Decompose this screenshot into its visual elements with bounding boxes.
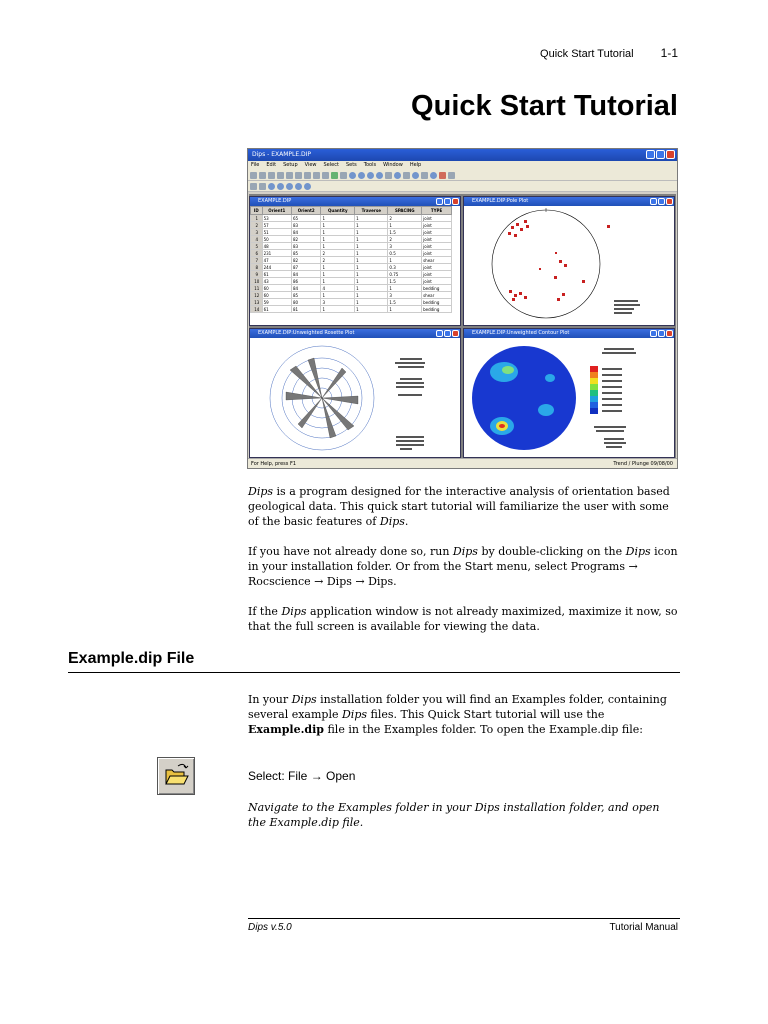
table-cell: 2	[251, 222, 263, 229]
table-cell: 1	[321, 236, 355, 243]
close-icon	[452, 330, 459, 337]
table-cell: 5	[251, 243, 263, 250]
text-run: In your	[248, 693, 292, 706]
minimize-icon	[650, 198, 657, 205]
app-status-bar	[248, 458, 677, 468]
minimize-icon	[650, 330, 657, 337]
table-row	[251, 292, 452, 299]
menu-file: File	[251, 162, 260, 168]
text-run: .	[404, 515, 409, 529]
table-cell: joint	[422, 222, 452, 229]
table-cell: 85	[292, 292, 321, 299]
running-header	[540, 46, 678, 60]
table-cell: 1	[251, 215, 263, 222]
mdi-area	[249, 194, 676, 460]
table-cell: bedding	[422, 306, 452, 313]
table-cell: 84	[292, 229, 321, 236]
table-cell: 244	[262, 264, 291, 271]
table-header-cell: Orient2	[292, 207, 321, 215]
table-row	[251, 236, 452, 243]
table-header-cell: TYPE	[422, 207, 452, 215]
text-run: If you have not already done so, run	[248, 545, 453, 558]
dips-name: Dips	[248, 485, 274, 498]
table-cell: 1	[355, 306, 388, 313]
running-header-title: Quick Start Tutorial	[540, 48, 634, 60]
table-cell: 82	[292, 257, 321, 264]
print-icon	[286, 172, 293, 179]
table-cell: 14	[251, 306, 263, 313]
filename-bold: Example.dip	[248, 723, 324, 737]
legend-icon	[259, 183, 266, 190]
table-cell: 1	[355, 257, 388, 264]
table-row	[251, 278, 452, 285]
table-cell: 1	[355, 222, 388, 229]
table-row	[251, 299, 452, 306]
dips-name: Dips	[291, 693, 317, 706]
table-row	[251, 285, 452, 292]
text-run: files. This Quick Start tutorial will use the	[367, 708, 605, 722]
data-table	[250, 206, 452, 313]
table-cell: 1	[388, 306, 422, 313]
table-cell: 12	[251, 292, 263, 299]
footer-right: Tutorial Manual	[609, 922, 678, 933]
print-preview-icon	[277, 172, 284, 179]
table-cell: 1	[321, 264, 355, 271]
set-window-icon	[394, 172, 401, 179]
table-cell: 1	[355, 236, 388, 243]
minimize-icon	[646, 150, 655, 159]
table-cell: shear	[422, 257, 452, 264]
table-cell: 3	[388, 292, 422, 299]
save-icon	[268, 172, 275, 179]
table-cell: 60	[262, 285, 291, 292]
table-cell: 1	[321, 292, 355, 299]
app-title-bar	[248, 149, 677, 161]
table-cell: 1	[321, 229, 355, 236]
table-cell: 3	[321, 299, 355, 306]
app-window-title: Dips - EXAMPLE.DIP	[252, 151, 312, 158]
table-cell: 1.5	[388, 229, 422, 236]
table-cell: 0.75	[388, 271, 422, 278]
undo-icon	[295, 172, 302, 179]
examples-paragraph	[248, 692, 680, 738]
table-cell: bedding	[422, 299, 452, 306]
table-cell: 51	[262, 229, 291, 236]
section-heading: Example.dip File	[68, 650, 195, 667]
text-run: is a program designed for the interactive analysis of orientation based geological data. This quick start tutorial will familiarize the user with some of the basic features of	[248, 485, 670, 529]
table-row	[251, 250, 452, 257]
menu-tools: Tools	[363, 162, 377, 168]
maximize-icon	[444, 330, 451, 337]
ring-icon	[304, 183, 311, 190]
table-cell: 1	[355, 299, 388, 306]
close-icon	[666, 150, 675, 159]
footer-rule	[248, 918, 680, 919]
menu-sets: Sets	[345, 162, 357, 168]
close-icon	[666, 198, 673, 205]
text-run: icon in your installation folder. Or from the Start menu, select Programs → Rocscience → Dips → Dips.	[248, 545, 678, 589]
pole-plot-window	[463, 196, 675, 326]
table-cell: 59	[262, 299, 291, 306]
table-cell: 47	[262, 257, 291, 264]
table-cell: 50	[262, 236, 291, 243]
section-rule	[68, 672, 680, 673]
table-cell: 2	[388, 236, 422, 243]
cone-icon	[412, 172, 419, 179]
table-cell: 10	[251, 278, 263, 285]
table-row	[251, 229, 452, 236]
table-cell: 231	[262, 250, 291, 257]
table-cell: 86	[292, 278, 321, 285]
table-cell: 6	[251, 250, 263, 257]
open-file-icon	[259, 172, 266, 179]
dips-name: Dips	[379, 515, 405, 529]
open-folder-icon	[157, 757, 195, 795]
table-cell: 1.5	[388, 278, 422, 285]
select-instruction: Select: File → Open	[248, 769, 356, 783]
table-cell: 3	[388, 243, 422, 250]
table-cell: joint	[422, 215, 452, 222]
table-cell: 9	[251, 271, 263, 278]
table-cell: 2	[321, 257, 355, 264]
table-cell: 85	[292, 250, 321, 257]
menu-select: Select	[323, 162, 339, 168]
zoom-icon	[385, 172, 392, 179]
table-cell: joint	[422, 250, 452, 257]
table-cell: joint	[422, 264, 452, 271]
scatter-plot-icon	[358, 172, 365, 179]
maximize-paragraph	[248, 604, 680, 634]
dips-name: Dips	[341, 708, 368, 722]
close-icon	[666, 330, 673, 337]
text-run: by double-clicking on the	[477, 545, 626, 558]
table-cell: 11	[251, 285, 263, 292]
circle-icon	[277, 183, 284, 190]
info-icon	[250, 183, 257, 190]
table-cell: 61	[262, 271, 291, 278]
target-icon	[286, 183, 293, 190]
table-cell: 87	[292, 264, 321, 271]
table-cell: 1	[355, 243, 388, 250]
table-cell: 3	[251, 229, 263, 236]
table-cell: 53	[262, 215, 291, 222]
table-cell: 1	[321, 271, 355, 278]
table-cell: 48	[262, 243, 291, 250]
table-row	[251, 243, 452, 250]
rosette-plot-title: EXAMPLE.DIP:Unweighted Rosette Plot	[258, 330, 355, 336]
sphere-icon	[430, 172, 437, 179]
table-cell: 1	[355, 278, 388, 285]
table-cell: 1	[355, 285, 388, 292]
maximize-icon	[658, 198, 665, 205]
table-cell: 1.5	[388, 299, 422, 306]
table-cell: 8	[251, 264, 263, 271]
table-cell: 1	[388, 285, 422, 292]
table-cell: 43	[262, 278, 291, 285]
new-file-icon	[250, 172, 257, 179]
table-row	[251, 264, 452, 271]
table-icon	[340, 172, 347, 179]
table-cell: 65	[292, 215, 321, 222]
table-cell: 81	[292, 306, 321, 313]
table-row	[251, 222, 452, 229]
table-cell: 1	[321, 215, 355, 222]
rosette-plot-icon	[376, 172, 383, 179]
table-row	[251, 306, 452, 313]
table-header-cell: Orient1	[262, 207, 291, 215]
cut-icon	[304, 172, 311, 179]
menu-view: View	[304, 162, 317, 168]
table-cell: 1	[321, 243, 355, 250]
maximize-icon	[658, 330, 665, 337]
table-cell: 1	[355, 215, 388, 222]
copy-icon	[313, 172, 320, 179]
table-cell: 4	[321, 285, 355, 292]
menu-window: Window	[383, 162, 403, 168]
select-icon	[448, 172, 455, 179]
text-run: If the	[248, 605, 282, 618]
table-cell: joint	[422, 271, 452, 278]
stereonet-icon	[268, 183, 275, 190]
table-row	[251, 257, 452, 264]
contour-plot-icon	[367, 172, 374, 179]
table-cell: 1	[355, 264, 388, 271]
toolbar-1	[248, 170, 677, 181]
close-icon	[452, 198, 459, 205]
dips-name: Dips	[452, 545, 478, 558]
table-cell: joint	[422, 278, 452, 285]
table-cell: 84	[292, 285, 321, 292]
table-cell: 2	[388, 215, 422, 222]
menu-setup: Setup	[283, 162, 298, 168]
table-cell: joint	[422, 229, 452, 236]
table-cell: 1	[321, 278, 355, 285]
data-window	[249, 196, 461, 326]
text-run: application window is not already maximized, maximize it now, so that the full screen is available for viewing the data.	[248, 605, 678, 634]
table-cell: 80	[292, 299, 321, 306]
table-cell: 82	[292, 236, 321, 243]
footer-left: Dips v.5.0	[248, 922, 292, 933]
table-header-cell: Quantity	[321, 207, 355, 215]
table-cell: 1	[321, 222, 355, 229]
table-cell: shear	[422, 292, 452, 299]
table-cell: 84	[292, 271, 321, 278]
add-plane-icon	[403, 172, 410, 179]
filter-icon	[331, 172, 338, 179]
table-cell: 1	[388, 222, 422, 229]
data-window-title: EXAMPLE.DIP	[258, 198, 292, 204]
table-cell: 0.5	[388, 250, 422, 257]
table-cell: 1	[355, 229, 388, 236]
text-run: installation folder you will find an Examples folder, containing several example	[248, 693, 667, 722]
dips-name: Dips	[281, 605, 307, 618]
page-number: 1-1	[660, 46, 678, 60]
menu-help: Help	[409, 162, 422, 168]
maximize-icon	[444, 198, 451, 205]
pole-plot-title: EXAMPLE.DIP:Pole Plot	[472, 198, 529, 204]
menu-edit: Edit	[266, 162, 277, 168]
table-cell: 60	[262, 292, 291, 299]
table-cell: 1	[355, 271, 388, 278]
pole-plot-icon	[349, 172, 356, 179]
dips-name: Dips	[625, 545, 651, 558]
table-row	[251, 271, 452, 278]
text-run: file in the Examples folder. To open the Example.dip file:	[323, 723, 644, 737]
rosette-plot-window	[249, 328, 461, 458]
page-title: Quick Start Tutorial	[411, 90, 678, 122]
table-cell: 57	[262, 222, 291, 229]
table-cell: 7	[251, 257, 263, 264]
maximize-icon	[656, 150, 665, 159]
minimize-icon	[436, 198, 443, 205]
minimize-icon	[436, 330, 443, 337]
table-cell: 1	[355, 250, 388, 257]
table-cell: joint	[422, 236, 452, 243]
navigate-paragraph: Navigate to the Examples folder in your Dips installation folder, and open the Example.dip file.	[248, 801, 660, 830]
dot-icon	[295, 183, 302, 190]
table-cell: 1	[355, 292, 388, 299]
table-row	[251, 215, 452, 222]
table-cell: bedding	[422, 285, 452, 292]
table-cell: 83	[292, 243, 321, 250]
table-cell: 4	[251, 236, 263, 243]
label-icon	[421, 172, 428, 179]
bar-chart-icon	[439, 172, 446, 179]
table-cell: 83	[292, 222, 321, 229]
table-cell: 61	[262, 306, 291, 313]
dips-screenshot	[247, 148, 678, 469]
table-cell: joint	[422, 243, 452, 250]
pole-plot	[464, 206, 674, 324]
app-menu-bar	[248, 161, 677, 170]
table-cell: 1	[388, 257, 422, 264]
table-header-cell: ID	[251, 207, 263, 215]
status-help-text: For Help, press F1	[251, 461, 297, 467]
rosette-plot	[250, 338, 460, 456]
table-header-cell: Traverse	[355, 207, 388, 215]
contour-plot-title: EXAMPLE.DIP:Unweighted Contour Plot	[472, 330, 570, 336]
contour-plot-window	[463, 328, 675, 458]
table-cell: 13	[251, 299, 263, 306]
table-cell: 0.3	[388, 264, 422, 271]
status-right-text: Trend / Plunge 09/08/00	[613, 461, 673, 467]
table-header-cell: SPACING	[388, 207, 422, 215]
paste-icon	[322, 172, 329, 179]
intro-paragraph	[248, 484, 680, 530]
toolbar-2	[248, 181, 677, 192]
contour-plot	[464, 338, 674, 456]
table-cell: 1	[321, 306, 355, 313]
run-dips-paragraph	[248, 544, 680, 590]
table-cell: 2	[321, 250, 355, 257]
